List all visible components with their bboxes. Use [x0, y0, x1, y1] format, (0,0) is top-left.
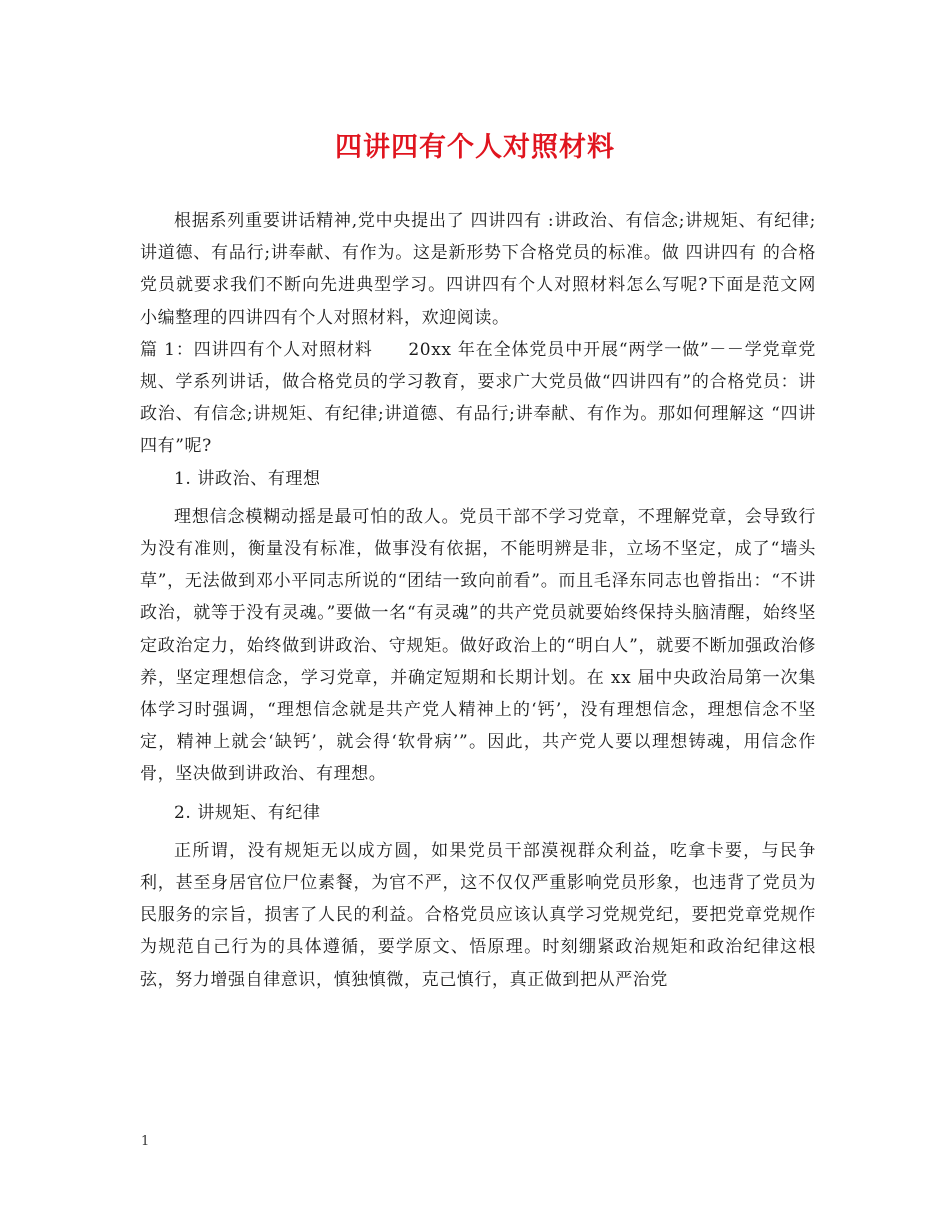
body-paragraph-1: 理想信念模糊动摇是最可怕的敌人。党员干部不学习党章，不理解党章，会导致行为没有准则，衡量没有标准，做事没有依据，不能明辨是非，立场不坚定，成了“墙头草”，无法做到邓小平同志所说的“团结一致向前看”。而且毛泽东同志也曾指出：“不讲政治，就等于没有灵魂。”要做一名“有灵魂”的共产党员就要始终保持头脑清醒，始终坚定政治定力，始终做到讲政治、守规矩。做好政治上的“明白人”，就要不断加强政治修养，坚定理想信念，学习党章，并确定短期和长期计划。在 xx 届中央政治局第一次集体学习时强调，“理想信念就是共产党人精神上的‘钙’，没有理想信念，理想信念不坚定，精神上就会‘缺钙’，就会得‘软骨病’”。因此，共产党人要以理想铸魂，用信念作骨，坚决做到讲政治、有理想。	[140, 506, 816, 785]
document-body	[140, 205, 816, 996]
heading-2: 2. 讲规矩、有纪律	[174, 802, 321, 823]
intro-paragraph: 根据系列重要讲话精神,党中央提出了 四讲四有 :讲政治、有信念;讲规矩、有纪律;讲道德、有品行;讲奉献、有作为。这是新形势下合格党员的标准。做 四讲四有 的合格党员就要求我们不断向先进典型学习。四讲四有个人对照材料怎么写呢?下面是范文网小编整理的四讲四有个人对照材料，欢迎阅读。	[140, 211, 816, 328]
heading-1: 1. 讲政治、有理想	[174, 468, 321, 489]
page-number: 1	[141, 1134, 150, 1149]
body-paragraph-2: 正所谓，没有规矩无以成方圆，如果党员干部漠视群众利益，吃拿卡要，与民争利，甚至身居官位尸位素餐，为官不严，这不仅仅严重影响党员形象，也违背了党员为民服务的宗旨，损害了人民的利益。合格党员应该认真学习党规党纪，要把党章党规作为规范自己行为的具体遵循，要学原文、悟原理。时刻绷紧政治规矩和政治纪律这根弦，努力增强自律意识，慎独慎微，克己慎行，真正做到把从严治党	[140, 840, 816, 990]
section-paragraph: 篇 1：四讲四有个人对照材料 20xx 年在全体党员中开展“两学一做”－－学党章党规、学系列讲话，做合格党员的学习教育，要求广大党员做“四讲四有”的合格党员：讲政治、有信念;讲规矩、有纪律;讲道德、有品行;讲奉献、有作为。那如何理解这 “四讲四有”呢?	[140, 339, 816, 457]
document-title: 四讲四有个人对照材料	[335, 132, 615, 163]
